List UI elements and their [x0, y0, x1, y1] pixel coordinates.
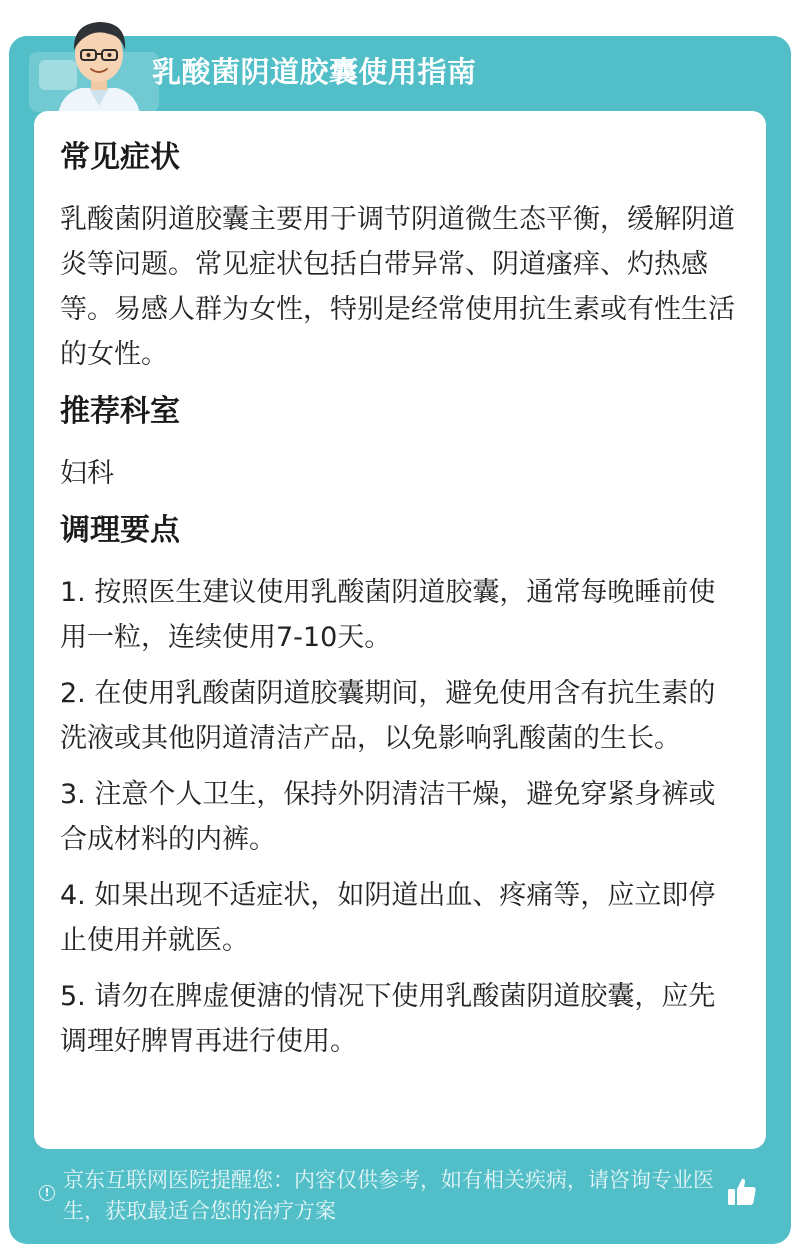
- guide-frame: [9, 36, 791, 1244]
- department-text: 妇科: [60, 458, 114, 489]
- header: [9, 36, 791, 116]
- care-item-1: 1. 按照医生建议使用乳酸菌阴道胶囊，通常每晚睡前使用一粒，连续使用7-10天。: [60, 577, 716, 653]
- section-title-symptoms: 常见症状: [60, 140, 180, 175]
- content-body: [60, 133, 740, 1075]
- section-title-department: 推荐科室: [60, 394, 180, 429]
- care-item-5: 5. 请勿在脾虚便溏的情况下使用乳酸菌阴道胶囊，应先调理好脾胃再进行使用。: [60, 981, 716, 1057]
- symptoms-text: 乳酸菌阴道胶囊主要用于调节阴道微生态平衡，缓解阴道炎等问题。常见症状包括白带异常、阴道瘙痒、灼热感等。易感人群为女性，特别是经常使用抗生素或有性生活的女性。: [60, 204, 735, 370]
- care-item-3: 3. 注意个人卫生，保持外阴清洁干燥，避免穿紧身裤或合成材料的内裤。: [60, 779, 716, 855]
- footer-disclaimer: 京东互联网医院提醒您：内容仅供参考，如有相关疾病，请咨询专业医生，获取最适合您的治疗方案: [63, 1168, 714, 1223]
- doctor-avatar: [49, 6, 149, 121]
- footer: [9, 1161, 791, 1241]
- info-icon: !: [39, 1185, 55, 1201]
- thumbs-up-icon[interactable]: [725, 1175, 759, 1209]
- care-item-2: 2. 在使用乳酸菌阴道胶囊期间，避免使用含有抗生素的洗液或其他阴道清洁产品，以免影响乳酸菌的生长。: [60, 678, 716, 754]
- page-title: 乳酸菌阴道胶囊使用指南: [152, 55, 477, 89]
- section-title-care: 调理要点: [60, 513, 180, 548]
- care-item-4: 4. 如果出现不适症状，如阴道出血、疼痛等，应立即停止使用并就医。: [60, 880, 716, 956]
- content-card: [34, 111, 766, 1149]
